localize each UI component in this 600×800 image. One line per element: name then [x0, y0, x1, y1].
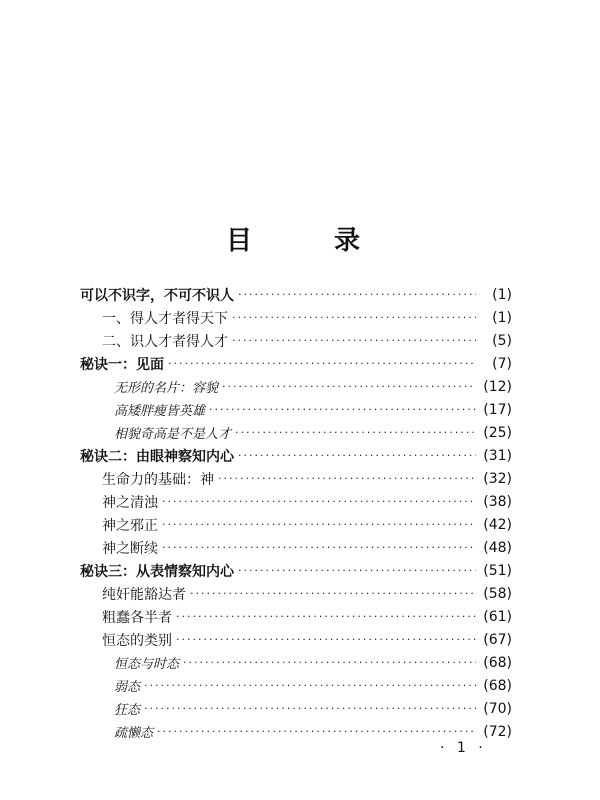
toc-entry — [80, 490, 512, 513]
toc-entry-text: 秘诀三：从表情察知内心 — [80, 563, 234, 580]
toc-entry-text: 二、识人才者得人才 — [102, 333, 228, 350]
toc-entry-page: (17) — [483, 401, 512, 418]
toc-leader-dots — [162, 495, 476, 509]
toc-entry-page: (5) — [492, 332, 512, 349]
toc-leader-dots — [238, 288, 476, 302]
toc-entry-text: 秘诀一：见面 — [80, 356, 164, 373]
toc-leader-dots — [157, 725, 476, 739]
toc-entry-text: 恒态与时态 — [114, 657, 180, 672]
toc-entry-page: (72) — [483, 723, 512, 740]
toc-entry-page: (25) — [483, 424, 512, 441]
toc-entry — [80, 628, 512, 651]
toc-entry-page: (7) — [492, 355, 512, 372]
toc-entry — [80, 306, 512, 329]
toc-entry-page: (51) — [483, 562, 512, 579]
toc-entry-text: 神之邪正 — [102, 517, 158, 534]
toc-entry — [80, 444, 512, 467]
toc-entry — [80, 674, 512, 697]
toc-entry-text: 高矮胖瘦皆英雄 — [114, 404, 206, 419]
toc-entry-text: 恒态的类别 — [102, 632, 172, 649]
toc-entry-page: (1) — [492, 309, 512, 326]
toc-entry-text: 神之断续 — [102, 540, 158, 557]
toc-entry-page: (61) — [483, 608, 512, 625]
toc-leader-dots — [162, 518, 476, 532]
toc-entry — [80, 398, 512, 421]
toc-entry-page: (48) — [483, 539, 512, 556]
toc-leader-dots — [190, 587, 476, 601]
toc-entry-page: (31) — [483, 447, 512, 464]
toc-entry-text: 疏懒态 — [114, 726, 154, 741]
toc-entry-page: (42) — [483, 516, 512, 533]
toc-entry-page: (58) — [483, 585, 512, 602]
table-of-contents — [80, 283, 512, 743]
toc-entry-text: 秘诀二：由眼神察知内心 — [80, 448, 234, 465]
toc-leader-dots — [238, 564, 476, 578]
toc-entry-text: 狂态 — [114, 703, 141, 718]
toc-entry — [80, 651, 512, 674]
toc-leader-dots — [144, 679, 476, 693]
toc-entry-text: 相貌奇高是不是人才 — [114, 427, 232, 442]
toc-leader-dots — [144, 702, 476, 716]
toc-entry-page: (38) — [483, 493, 512, 510]
toc-entry — [80, 421, 512, 444]
toc-entry-text: 无形的名片：容貌 — [114, 381, 219, 396]
toc-entry — [80, 352, 512, 375]
toc-entry — [80, 513, 512, 536]
toc-entry-text: 纯奸能豁达者 — [102, 586, 186, 603]
toc-entry-page: (68) — [483, 677, 512, 694]
page-title: 目 录 — [225, 226, 388, 256]
toc-entry — [80, 467, 512, 490]
toc-entry — [80, 536, 512, 559]
toc-leader-dots — [176, 610, 476, 624]
toc-entry — [80, 559, 512, 582]
toc-leader-dots — [162, 541, 476, 555]
toc-entry-page: (70) — [483, 700, 512, 717]
toc-entry — [80, 375, 512, 398]
toc-entry — [80, 329, 512, 352]
toc-entry — [80, 697, 512, 720]
toc-entry — [80, 605, 512, 628]
toc-leader-dots — [222, 380, 476, 394]
toc-entry-text: 粗蠢各半者 — [102, 609, 172, 626]
toc-leader-dots — [183, 656, 476, 670]
toc-leader-dots — [218, 472, 476, 486]
toc-leader-dots — [176, 633, 476, 647]
toc-entry-text: 神之清浊 — [102, 494, 158, 511]
toc-entry-page: (68) — [483, 654, 512, 671]
toc-leader-dots — [232, 334, 476, 348]
page-number: · 1 · — [440, 740, 487, 756]
toc-entry-page: (67) — [483, 631, 512, 648]
toc-leader-dots — [168, 357, 476, 371]
toc-entry-page: (12) — [483, 378, 512, 395]
toc-entry — [80, 582, 512, 605]
toc-leader-dots — [235, 426, 476, 440]
toc-entry-page: (1) — [492, 286, 512, 303]
toc-leader-dots — [232, 311, 476, 325]
toc-entry-page: (32) — [483, 470, 512, 487]
toc-entry-text: 可以不识字，不可不识人 — [80, 287, 234, 304]
toc-entry — [80, 283, 512, 306]
toc-entry-text: 一、得人才者得天下 — [102, 310, 228, 327]
toc-leader-dots — [238, 449, 476, 463]
toc-entry-text: 弱态 — [114, 680, 141, 695]
toc-entry-text: 生命力的基础：神 — [102, 471, 214, 488]
toc-leader-dots — [209, 403, 476, 417]
